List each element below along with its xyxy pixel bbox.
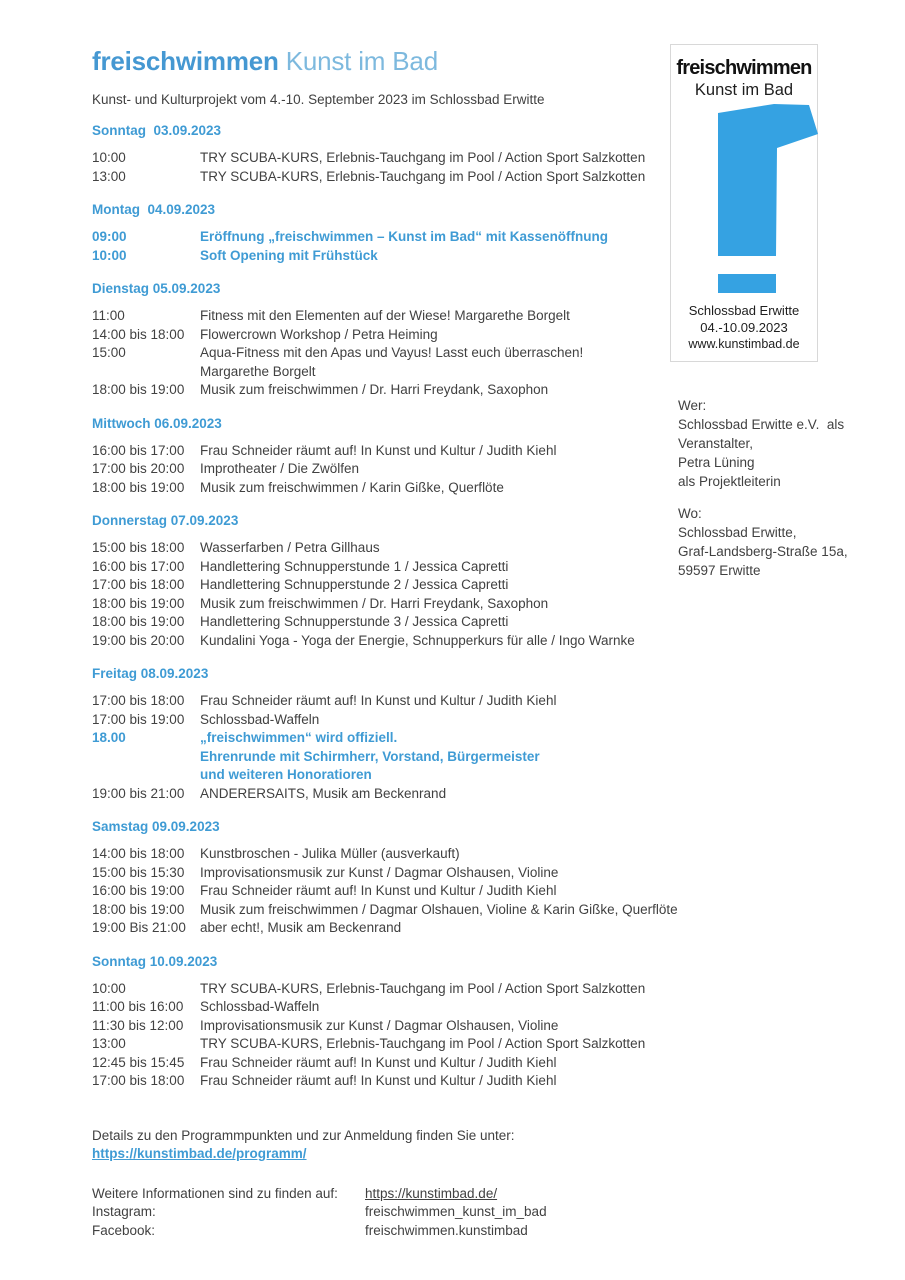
event-desc xyxy=(200,576,677,595)
schedule-list xyxy=(92,122,677,1091)
event-line: Wasserfarben / Petra Gillhaus xyxy=(200,540,380,555)
event-row xyxy=(92,168,677,187)
event-row xyxy=(92,980,677,999)
day-heading: Dienstag 05.09.2023 xyxy=(92,281,221,296)
event-row xyxy=(92,1017,677,1036)
event-row xyxy=(92,576,677,595)
day-heading: Freitag 08.09.2023 xyxy=(92,666,209,681)
title-main: freischwimmen xyxy=(92,46,279,76)
event-line: Handlettering Schnupperstunde 1 / Jessica Capretti xyxy=(200,558,509,574)
event-line: Kunstbroschen - Julika Müller (ausverkauft) xyxy=(200,846,460,861)
event-desc xyxy=(200,845,677,864)
event-row xyxy=(92,692,677,711)
event-desc xyxy=(200,168,677,187)
event-desc xyxy=(200,1072,677,1091)
info-row xyxy=(92,1203,677,1222)
logo-title: freischwimmen xyxy=(676,57,812,79)
event-row xyxy=(92,919,677,938)
day-section xyxy=(92,953,677,1091)
event-row xyxy=(92,1072,677,1091)
event-row xyxy=(92,998,677,1017)
event-line: Handlettering Schnupperstunde 2 / Jessica Capretti xyxy=(200,577,509,592)
who-line: Petra Lüning xyxy=(678,455,755,470)
event-line: „freischwimmen“ wird offiziell. xyxy=(200,730,398,745)
event-row xyxy=(92,882,677,901)
event-desc xyxy=(200,326,677,345)
event-desc xyxy=(200,228,677,247)
info-label: Instagram: xyxy=(92,1204,156,1219)
event-time: 18:00 bis 19:00 xyxy=(92,382,185,397)
where-line: 59597 Erwitte xyxy=(678,563,761,578)
event-time: 13:00 xyxy=(92,1036,126,1051)
event-line: Frau Schneider räumt auf! In Kunst und Kultur / Judith Kiehl xyxy=(200,1054,557,1070)
logo-dot-shape xyxy=(718,274,776,293)
event-desc xyxy=(200,613,677,632)
event-row xyxy=(92,558,677,577)
event-time: 15:00 bis 18:00 xyxy=(92,540,185,555)
event-time: 14:00 bis 18:00 xyxy=(92,846,185,861)
event-line: TRY SCUBA-KURS, Erlebnis-Tauchgang im Pool / Action Sport Salzkotten xyxy=(200,980,646,996)
event-desc xyxy=(200,919,677,938)
event-line: Improvisationsmusik zur Kunst / Dagmar Olshausen, Violine xyxy=(200,1017,559,1033)
event-line: Margarethe Borgelt xyxy=(200,363,316,379)
event-time: 17:00 bis 20:00 xyxy=(92,461,185,476)
event-time: 17:00 bis 18:00 xyxy=(92,1073,185,1088)
event-time: 18:00 bis 19:00 xyxy=(92,479,185,495)
event-line: Frau Schneider räumt auf! In Kunst und Kultur / Judith Kiehl xyxy=(200,883,557,898)
event-desc xyxy=(200,711,677,730)
event-desc xyxy=(200,1054,677,1073)
info-value: freischwimmen_kunst_im_bad xyxy=(365,1204,547,1219)
event-time: 12:45 bis 15:45 xyxy=(92,1054,185,1070)
event-time: 10:00 xyxy=(92,150,126,165)
event-line: Flowercrown Workshop / Petra Heiming xyxy=(200,326,438,342)
who-line: Wer: xyxy=(678,398,707,413)
event-line: Frau Schneider räumt auf! In Kunst und Kultur / Judith Kiehl xyxy=(200,693,557,708)
day-heading: Sonntag 03.09.2023 xyxy=(92,123,222,138)
logo-location: Schlossbad Erwitte xyxy=(688,303,800,318)
event-row xyxy=(92,864,677,883)
event-line: Eröffnung „freischwimmen – Kunst im Bad“ mit Kassenöffnung xyxy=(200,229,609,244)
details-text: Details zu den Programmpunkten und zur Anmeldung finden Sie unter: xyxy=(92,1127,515,1143)
event-desc xyxy=(200,595,677,614)
event-row xyxy=(92,228,677,247)
event-line: Frau Schneider räumt auf! In Kunst und Kultur / Judith Kiehl xyxy=(200,1073,557,1088)
info-row xyxy=(92,1222,677,1241)
event-row xyxy=(92,1035,677,1054)
logo-subtitle: Kunst im Bad xyxy=(694,81,794,99)
event-time: 19:00 bis 21:00 xyxy=(92,785,185,801)
event-row xyxy=(92,711,677,730)
details-line xyxy=(92,1127,677,1163)
event-line: Schlossbad-Waffeln xyxy=(200,999,320,1014)
event-time: 11:00 xyxy=(92,308,125,323)
where-line: Wo: xyxy=(678,506,702,521)
event-row xyxy=(92,729,677,785)
event-line: Handlettering Schnupperstunde 3 / Jessica Capretti xyxy=(200,614,509,629)
page-title xyxy=(92,46,677,76)
event-desc xyxy=(200,558,677,577)
event-time: 18.00 xyxy=(92,730,126,745)
event-time: 11:00 bis 16:00 xyxy=(92,999,184,1014)
event-line: Schlossbad-Waffeln xyxy=(200,711,320,727)
event-desc xyxy=(200,692,677,711)
event-line: Fitness mit den Elementen auf der Wiese! Margarethe Borgelt xyxy=(200,308,570,323)
info-row xyxy=(92,1185,677,1204)
event-time: 18:00 bis 19:00 xyxy=(92,901,185,917)
day-heading: Montag 04.09.2023 xyxy=(92,202,216,217)
event-desc xyxy=(200,442,677,461)
event-line: Musik zum freischwimmen / Dr. Harri Freydank, Saxophon xyxy=(200,382,549,397)
day-section xyxy=(92,201,677,265)
who-line: Schlossbad Erwitte e.V. als xyxy=(678,417,845,432)
event-time: 19:00 bis 20:00 xyxy=(92,632,185,648)
event-line: und weiteren Honoratioren xyxy=(200,767,372,782)
event-line: Kundalini Yoga - Yoga der Energie, Schnupperkurs für alle / Ingo Warnke xyxy=(200,632,635,648)
who-line: Veranstalter, xyxy=(678,436,754,451)
event-desc xyxy=(200,901,678,920)
event-row xyxy=(92,901,677,920)
day-heading: Sonntag 10.09.2023 xyxy=(92,953,218,969)
event-row xyxy=(92,247,677,266)
main-content xyxy=(92,46,677,1240)
info-rows xyxy=(92,1185,677,1241)
event-line: Musik zum freischwimmen / Karin Gißke, Querflöte xyxy=(200,479,504,495)
event-line: aber echt!, Musik am Beckenrand xyxy=(200,920,402,935)
event-desc xyxy=(200,479,677,498)
event-row xyxy=(92,785,677,804)
logo-dates: 04.-10.09.2023 xyxy=(700,320,788,335)
day-section xyxy=(92,818,677,938)
event-desc xyxy=(200,632,677,651)
event-desc xyxy=(200,1017,677,1036)
program-link[interactable]: https://kunstimbad.de/programm/ xyxy=(92,1145,307,1161)
event-line: ANDERERSAITS, Musik am Beckenrand xyxy=(200,785,447,801)
event-row xyxy=(92,326,677,345)
event-time: 15:00 xyxy=(92,345,126,360)
event-row xyxy=(92,442,677,461)
logo-flag-shape xyxy=(718,104,818,256)
event-line: TRY SCUBA-KURS, Erlebnis-Tauchgang im Pool / Action Sport Salzkotten xyxy=(200,168,646,184)
event-line: Improtheater / Die Zwölfen xyxy=(200,461,360,476)
event-time: 18:00 bis 19:00 xyxy=(92,614,185,629)
event-row xyxy=(92,632,677,651)
subtitle: Kunst- und Kulturprojekt vom 4.-10. September 2023 im Schlossbad Erwitte xyxy=(92,92,545,107)
event-time: 15:00 bis 15:30 xyxy=(92,864,185,880)
where-line: Graf-Landsberg-Straße 15a, xyxy=(678,544,848,559)
event-desc xyxy=(200,460,677,479)
event-desc xyxy=(200,729,677,785)
info-value[interactable]: https://kunstimbad.de/ xyxy=(365,1185,498,1201)
event-row xyxy=(92,595,677,614)
info-label: Facebook: xyxy=(92,1222,156,1238)
day-section xyxy=(92,665,677,803)
event-time: 16:00 bis 17:00 xyxy=(92,558,185,574)
where-block xyxy=(678,504,898,580)
event-row xyxy=(92,149,677,168)
event-desc xyxy=(200,785,677,804)
event-desc xyxy=(200,381,677,400)
day-heading: Mittwoch 06.09.2023 xyxy=(92,415,222,431)
event-desc xyxy=(200,980,677,999)
event-line: Ehrenrunde mit Schirmherr, Vorstand, Bürgermeister xyxy=(200,748,540,764)
day-heading: Samstag 09.09.2023 xyxy=(92,819,220,834)
event-desc xyxy=(200,998,677,1017)
event-line: Musik zum freischwimmen / Dagmar Olshauen, Violine & Karin Gißke, Querflöte xyxy=(200,901,678,917)
event-line: Soft Opening mit Frühstück xyxy=(200,247,378,263)
who-block xyxy=(678,396,898,491)
day-section xyxy=(92,415,677,498)
event-row xyxy=(92,539,677,558)
day-heading: Donnerstag 07.09.2023 xyxy=(92,513,239,528)
event-line: Aqua-Fitness mit den Apas und Vayus! Lasst euch überraschen! xyxy=(200,345,584,360)
title-sub: Kunst im Bad xyxy=(285,46,438,76)
event-time: 14:00 bis 18:00 xyxy=(92,326,185,342)
event-row xyxy=(92,307,677,326)
day-section xyxy=(92,122,677,186)
event-time: 18:00 bis 19:00 xyxy=(92,595,185,611)
event-desc xyxy=(200,539,677,558)
event-time: 19:00 Bis 21:00 xyxy=(92,920,186,935)
day-section xyxy=(92,280,677,400)
event-time: 10:00 xyxy=(92,247,127,263)
event-time: 09:00 xyxy=(92,229,127,244)
event-time: 13:00 xyxy=(92,168,126,184)
event-desc xyxy=(200,1035,677,1054)
logo-card xyxy=(670,44,818,362)
event-row xyxy=(92,344,677,381)
event-time: 16:00 bis 17:00 xyxy=(92,442,185,458)
event-desc xyxy=(200,344,677,381)
where-line: Schlossbad Erwitte, xyxy=(678,525,797,540)
event-time: 17:00 bis 19:00 xyxy=(92,711,185,727)
logo-website: www.kunstimbad.de xyxy=(688,337,800,351)
event-row xyxy=(92,845,677,864)
event-line: TRY SCUBA-KURS, Erlebnis-Tauchgang im Pool / Action Sport Salzkotten xyxy=(200,150,646,165)
event-time: 17:00 bis 18:00 xyxy=(92,693,185,708)
info-value: freischwimmen.kunstimbad xyxy=(365,1222,528,1238)
event-desc xyxy=(200,247,677,266)
event-time: 17:00 bis 18:00 xyxy=(92,577,185,592)
who-line: als Projektleiterin xyxy=(678,474,781,489)
event-line: Musik zum freischwimmen / Dr. Harri Freydank, Saxophon xyxy=(200,595,549,611)
event-time: 10:00 xyxy=(92,980,126,996)
event-line: Frau Schneider räumt auf! In Kunst und Kultur / Judith Kiehl xyxy=(200,442,557,458)
event-row xyxy=(92,479,677,498)
event-row xyxy=(92,1054,677,1073)
event-row xyxy=(92,613,677,632)
info-label: Weitere Informationen sind zu finden auf: xyxy=(92,1185,338,1201)
event-row xyxy=(92,381,677,400)
event-desc xyxy=(200,882,677,901)
event-line: TRY SCUBA-KURS, Erlebnis-Tauchgang im Pool / Action Sport Salzkotten xyxy=(200,1036,646,1051)
event-desc xyxy=(200,864,677,883)
event-desc xyxy=(200,149,677,168)
event-desc xyxy=(200,307,677,326)
event-line: Improvisationsmusik zur Kunst / Dagmar Olshausen, Violine xyxy=(200,864,559,880)
event-time: 16:00 bis 19:00 xyxy=(92,883,185,898)
event-row xyxy=(92,460,677,479)
day-section xyxy=(92,512,677,650)
event-time: 11:30 bis 12:00 xyxy=(92,1017,184,1033)
